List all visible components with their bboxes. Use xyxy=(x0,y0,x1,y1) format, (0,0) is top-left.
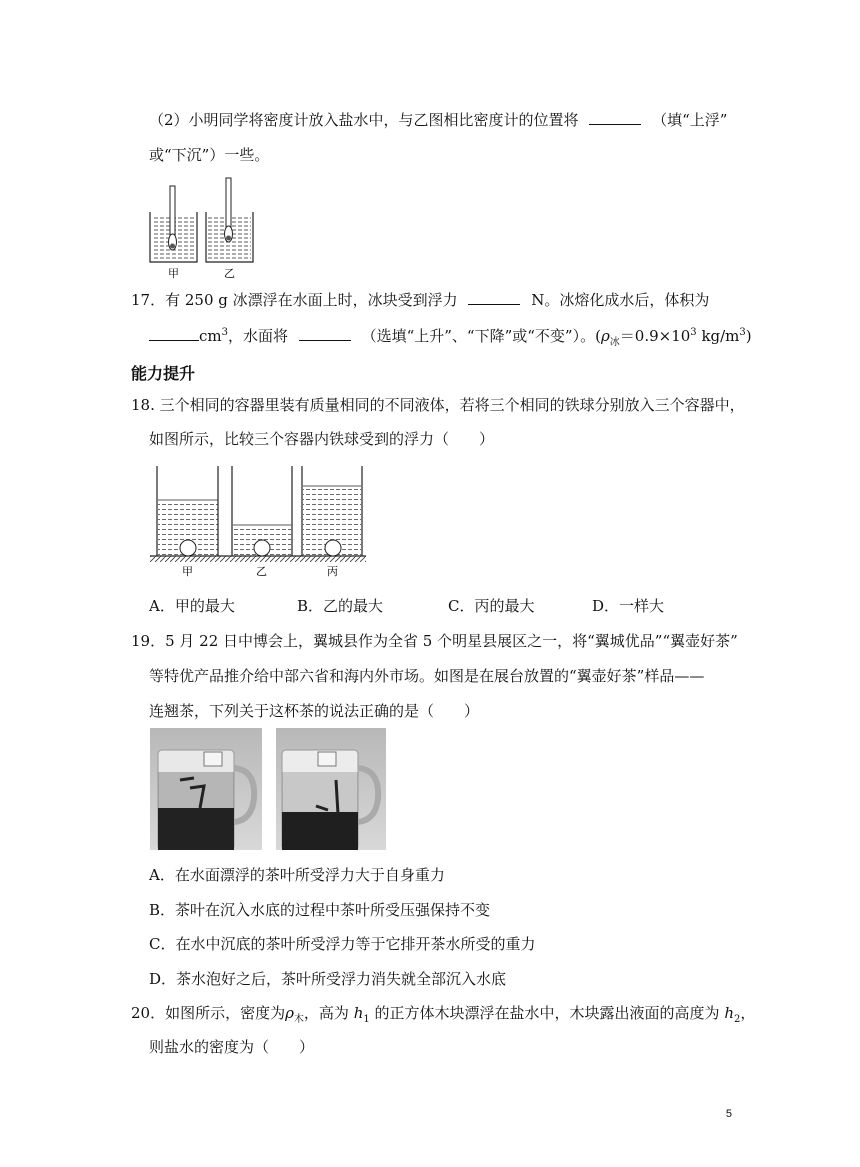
q19-line2: 等特优产品推介给中部六省和海内外市场。如图是在展台放置的“翼壶好茶”样品—— xyxy=(149,667,705,685)
q17-line2 xyxy=(149,326,752,346)
q17-blank-1 xyxy=(468,290,520,305)
fig-label-yi-2: 乙 xyxy=(256,565,267,578)
q17-cm-exp: 3 xyxy=(221,327,228,338)
q19-line3: 连翘茶，下列关于这杯茶的说法正确的是（ ） xyxy=(149,702,480,720)
q20-rho-sub: 木 xyxy=(293,1014,304,1025)
fig-label-jia-2: 甲 xyxy=(182,565,193,578)
hydrometer-figure xyxy=(148,176,258,282)
q19-option-c: C．在水中沉底的茶叶所受浮力等于它排开茶水所受的重力 xyxy=(149,935,536,953)
q17-text-d: （选填“上升”、“下降”或“不变”）。( xyxy=(361,327,601,345)
q18-option-c: C．丙的最大 xyxy=(448,597,535,615)
beaker-yi xyxy=(206,178,253,262)
beaker-jia xyxy=(150,186,197,262)
q20-text-d: ， xyxy=(740,1004,756,1022)
q20-text-b: ，高为 xyxy=(303,1004,349,1022)
fig-label-yi: 乙 xyxy=(224,267,235,280)
q20-h1-sub: 1 xyxy=(363,1014,370,1025)
fig-label-jia: 甲 xyxy=(168,267,179,280)
q17-unit-cm: cm xyxy=(199,327,222,345)
q16-2-text-b: （填“上浮” xyxy=(652,111,728,129)
container-yi xyxy=(232,466,292,556)
container-jia xyxy=(157,466,218,556)
q17-text-a: 17．有 250 g 冰漂浮在水面上时，冰块受到浮力 xyxy=(131,291,458,309)
page-number: 5 xyxy=(725,1108,732,1120)
fig-label-bing: 丙 xyxy=(327,565,338,578)
q17-line1 xyxy=(131,290,709,310)
q20-text-c: 的正方体木块漂浮在盐水中，木块露出液面的高度为 xyxy=(374,1004,720,1022)
tea-photo-left xyxy=(150,728,262,850)
q20-h2-sub: 2 xyxy=(734,1014,741,1025)
q18-option-b: B．乙的最大 xyxy=(297,597,384,615)
q17-unit-exp: 3 xyxy=(739,327,746,338)
q17-exp: 3 xyxy=(690,327,697,338)
q17-blank-2 xyxy=(149,326,199,341)
q16-2-line1 xyxy=(149,110,727,130)
q17-unit: kg/m xyxy=(696,327,740,345)
q18-line2: 如图所示，比较三个容器内铁球受到的浮力（ ） xyxy=(149,430,495,448)
q20-rho: ρ xyxy=(285,1004,294,1022)
q18-line1: 18. 三个相同的容器里装有质量相同的不同液体，若将三个相同的铁球分别放入三个容器中， xyxy=(131,396,745,414)
q16-2-line2: 或“下沉”）一些。 xyxy=(149,146,270,164)
q17-text-c: ，水面将 xyxy=(228,327,289,345)
container-bing xyxy=(302,466,362,556)
q19-option-b: B．茶叶在沉入水底的过程中茶叶所受压强保持不变 xyxy=(149,901,491,919)
q17-rho: ρ xyxy=(600,327,610,345)
q19-option-d: D．茶水泡好之后，茶叶所受浮力消失就全部沉入水底 xyxy=(149,970,507,988)
q18-option-d: D．一样大 xyxy=(592,597,665,615)
q19-option-a: A．在水面漂浮的茶叶所受浮力大于自身重力 xyxy=(149,866,445,884)
q20-line2: 则盐水的密度为（ ） xyxy=(149,1038,315,1056)
q16-2-blank xyxy=(589,110,641,125)
q17-text-b: N。冰熔化成水后，体积为 xyxy=(531,291,710,309)
containers-figure xyxy=(150,462,366,582)
tea-photo-right xyxy=(276,728,386,850)
q19-line1: 19．5 月 22 日中博会上，翼城县作为全省 5 个明星县展区之一，将“翼城优品”“翼壶好茶” xyxy=(131,632,738,650)
q17-blank-3 xyxy=(299,326,351,341)
q16-2-text-a: （2）小明同学将密度计放入盐水中，与乙图相比密度计的位置将 xyxy=(149,111,579,129)
q20-h1: h xyxy=(353,1004,364,1022)
q17-close: ) xyxy=(745,327,752,345)
q17-rho-sub: 冰 xyxy=(609,337,620,348)
section-title: 能力提升 xyxy=(131,364,196,383)
q20-line1 xyxy=(131,1003,755,1023)
q20-text-a: 20．如图所示，密度为 xyxy=(131,1004,286,1022)
q18-option-a: A．甲的最大 xyxy=(149,597,235,615)
q20-h2: h xyxy=(724,1004,735,1022)
q17-eq: ＝0.9×10 xyxy=(619,327,691,345)
